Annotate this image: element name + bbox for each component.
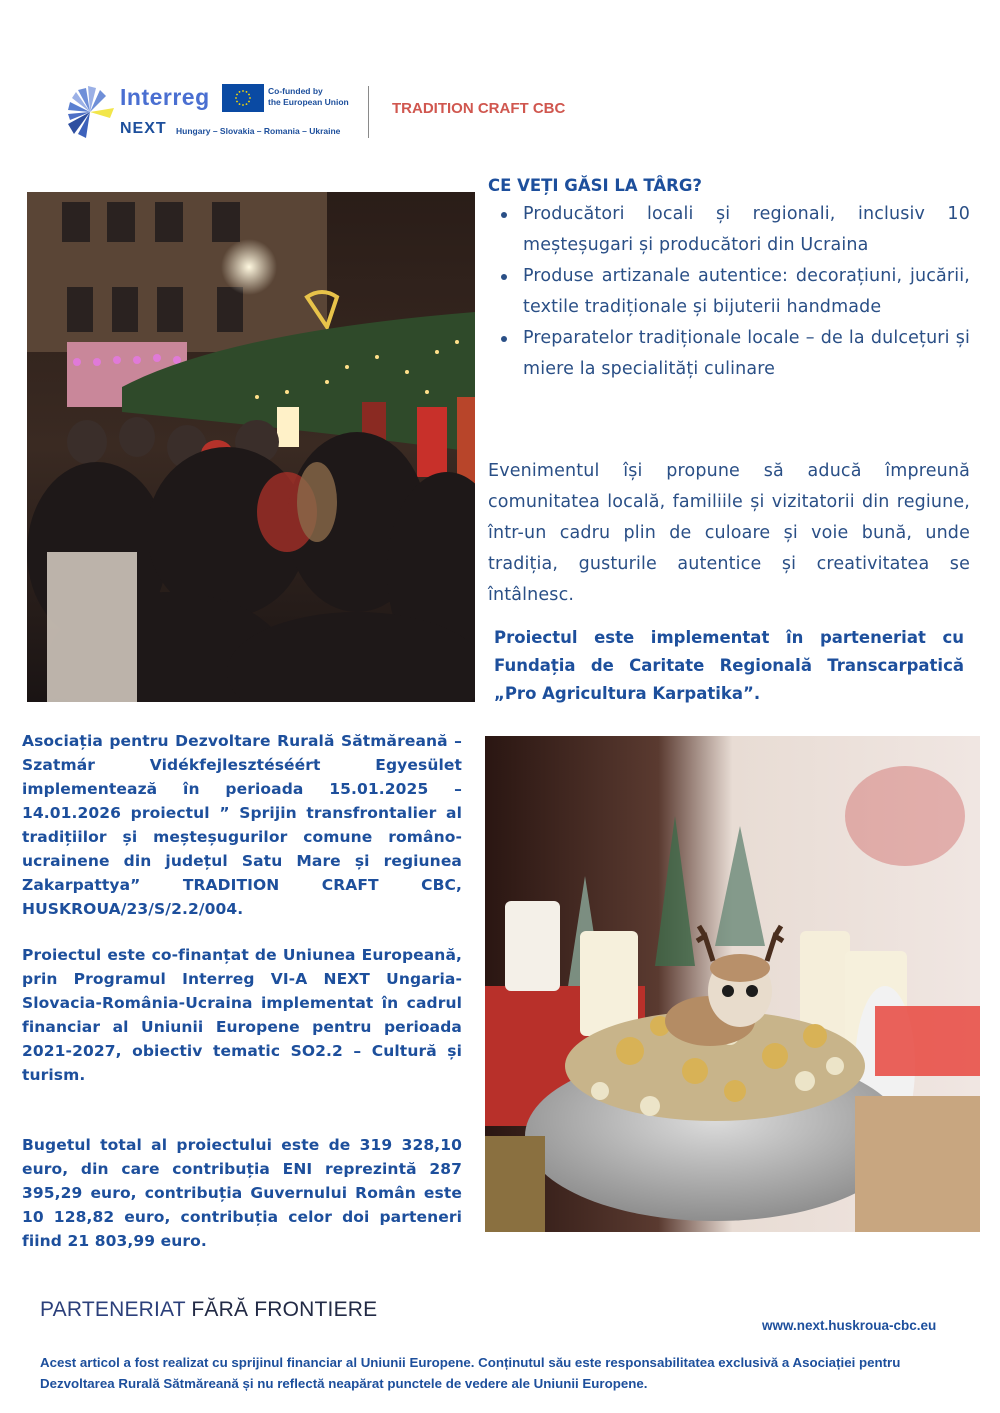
reindeer-advent-wreath-photo [485, 736, 980, 1232]
project-tag: TRADITION CRAFT CBC [392, 100, 566, 117]
program-countries: Hungary – Slovakia – Romania – Ukraine [176, 126, 341, 136]
eu-flag-icon [222, 84, 264, 112]
interreg-logo-icon [66, 84, 116, 140]
footer-slogan-part2: FĂRĂ FRONTIERE [191, 1298, 378, 1321]
interreg-wordmark: Interreg [120, 84, 210, 110]
next-wordmark: NEXT [120, 120, 167, 137]
eu-cofunded-label [268, 86, 349, 108]
bullet-icon [501, 212, 507, 218]
list-item-text: Preparatelor tradiționale locale – de la dulcețuri și miere la specialități culinare [523, 328, 970, 379]
list-item-text: Produse artizanale autentice: decorațiuni, jucării, textile tradiționale și bijuterii handmade [523, 266, 970, 317]
bullet-icon [501, 274, 507, 280]
list-item [488, 323, 970, 385]
event-intro-paragraph: Evenimentul își propune să aducă împreună comunitatea locală, familiile și vizitatorii din regiune, într-un cadru plin de culoare și voie bună, unde tradiția, gusturile autentice și creativitatea se întâlnesc. [488, 461, 970, 605]
list-item-text: Producători locali și regionali, inclusiv 10 meșteșugari și producători din Ucraina [523, 204, 970, 255]
offerings-list [488, 199, 970, 385]
list-item [488, 199, 970, 261]
eu-cofunded-line1: Co-funded by [268, 86, 323, 96]
program-website-link[interactable]: www.next.huskroua-cbc.eu [762, 1318, 937, 1333]
list-item [488, 261, 970, 323]
eu-disclaimer: Acest articol a fost realizat cu sprijinul financiar al Uniunii Europene. Conținutul său este responsabilitatea exclusivă a Asociației pentru Dezvoltarea Rurală Sătmăreană și nu reflectă neapărat punctele de vedere ale Uniunii Europene. [40, 1355, 901, 1391]
section-title: CE VEȚI GĂSI LA TÂRG? [488, 176, 702, 195]
eu-cofunded-line2: the European Union [268, 97, 349, 107]
partnership-paragraph: Proiectul este implementat în parteneriat cu Fundația de Caritate Regională Transcarpatică „Pro Agricultura Karpatika”. [494, 628, 964, 703]
footer-slogan [40, 1298, 377, 1322]
bullet-icon [501, 336, 507, 342]
budget-paragraph: Bugetul total al proiectului este de 319 328,10 euro, din care contribuția ENI reprezintă 287 395,29 euro, contribuția Guvernului Român este 10 128,82 euro, contribuția celor doi parteneri fiind 21 803,99 euro. [22, 1136, 462, 1250]
association-paragraph: Asociația pentru Dezvoltare Rurală Sătmăreană – Szatmár Vidékfejlesztéséért Egyesület implementează în perioada 15.01.2025 – 14.01.2026 proiectul ” Sprijin transfrontalier al tradițiilor și meșteșugurilor comune româno-ucrainene din județul Satu Mare și regiunea Zakarpattya” TRADITION CRAFT CBC, HUSKROUA/23/S/2.2/004. [22, 732, 462, 918]
footer-slogan-part1: PARTENERIAT [40, 1298, 192, 1321]
header-divider [368, 86, 369, 138]
what-you-will-find-section [488, 176, 970, 385]
cofinancing-paragraph: Proiectul este co-finanțat de Uniunea Europeană, prin Programul Interreg VI-A NEXT Ungaria-Slovacia-România-Ucraina implementat în cadrul financiar al Uniunii Europene pentru perioada 2021-2027, obiectiv tematic SO2.2 – Cultură și turism. [22, 946, 462, 1084]
christmas-market-crowd-photo [27, 192, 475, 702]
